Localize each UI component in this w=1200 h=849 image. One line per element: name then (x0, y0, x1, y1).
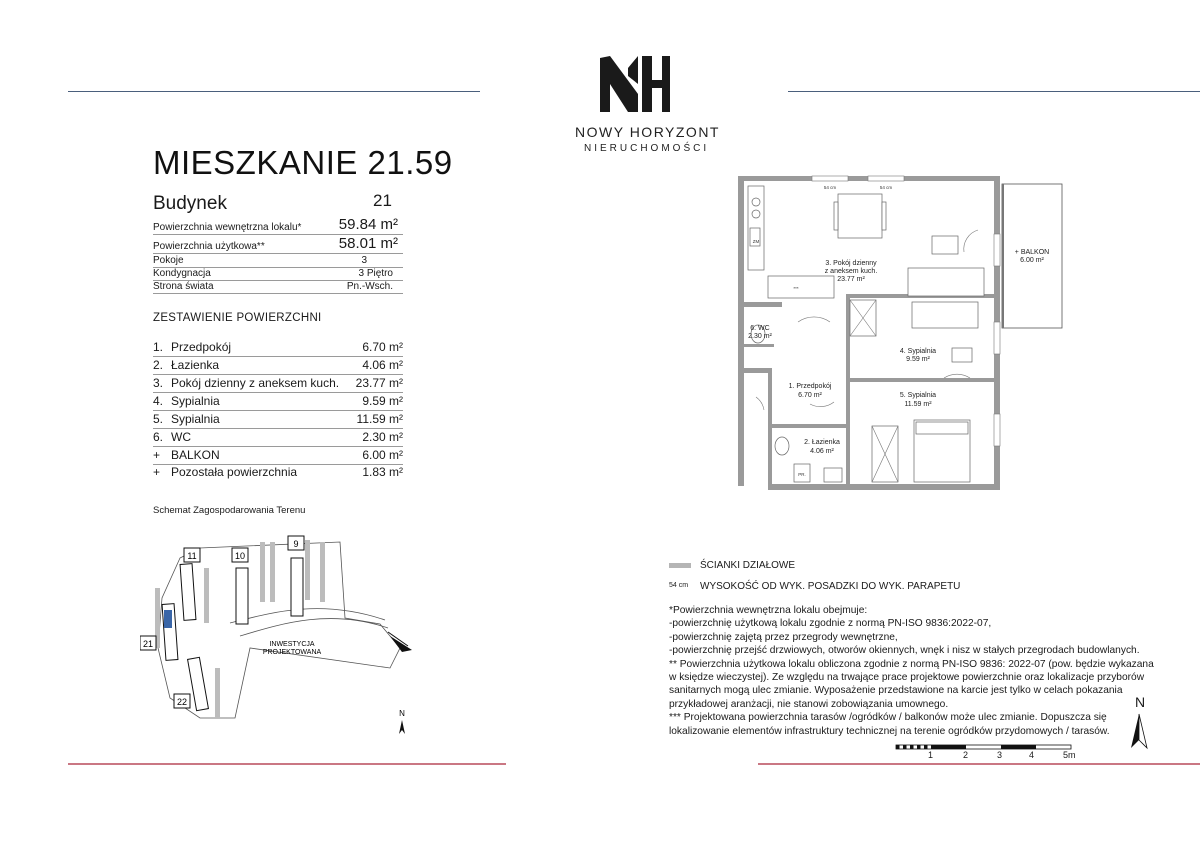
building-label: Budynek (153, 193, 227, 214)
north-label: N (1135, 694, 1146, 710)
scale-tick-1: 1 (928, 750, 934, 760)
info-row-internal-area (153, 216, 403, 235)
building-10: 10 (234, 551, 246, 561)
company-logo-mark (598, 54, 672, 114)
investment-label-1: INWESTYCJA (269, 641, 315, 648)
footnote-line: sanitarnych mogą ulec zmianie. Wyposażenie przedstawione na karcie jest tylko w celach pokazania (669, 685, 1123, 697)
wall-legend-label: ŚCIANKI DZIAŁOWE (700, 560, 796, 571)
building-11: 11 (187, 551, 197, 561)
room-area: 11.59 m² (356, 412, 403, 426)
room-number: 1. (153, 340, 164, 354)
investment-label-2: PROJEKTOWANA (262, 649, 322, 656)
company-name: NOWY HORYZONT (575, 124, 720, 140)
usable-area-value: 58.01 m² (338, 235, 398, 252)
room-area: 2.30 m² (362, 430, 403, 444)
room-area: 6.70 m² (362, 340, 403, 354)
footnote-line: -powierzchnię użytkową lokalu zgodnie z normą PN-ISO 9836:2022-07, (669, 618, 992, 630)
room-label-3c: 23.77 m² (837, 276, 865, 283)
footnote-line: ** Powierzchnia użytkowa lokalu obliczona zgodnie z normą PN-ISO 9836: 2022-07 (pow. będzie wykazana (669, 658, 1154, 670)
room-name: Sypialnia (171, 394, 220, 408)
company-subtitle: NIERUCHOMOŚCI (584, 143, 710, 154)
room-summary-row (153, 375, 403, 393)
room-label-balcony-b: 6.00 m² (1020, 257, 1044, 264)
rooms-label: Pokoje (153, 255, 184, 266)
room-number: + (153, 448, 161, 462)
top-rule-left (68, 91, 480, 92)
room-name: Łazienka (171, 358, 220, 372)
room-label-balcony-a: + BALKON (1014, 249, 1050, 256)
internal-area-label: Powierzchnia wewnętrzna lokalu* (153, 222, 302, 233)
room-summary-row (153, 393, 403, 411)
floor-label: Kondygnacja (153, 268, 211, 279)
room-name: Przedpokój (171, 340, 232, 354)
room-label-6a: 6. WC (750, 325, 770, 332)
site-plan (140, 528, 440, 740)
room-name: BALKON (171, 448, 220, 462)
room-name: Pozostała powierzchnia (171, 465, 298, 479)
room-number: 3. (153, 376, 164, 390)
usable-area-label: Powierzchnia użytkowa** (153, 241, 265, 252)
scale-tick-5: 5m (1063, 750, 1076, 760)
bottom-rule-right (758, 763, 1200, 765)
room-number: 2. (153, 358, 164, 372)
rooms-value: 3 (361, 255, 367, 266)
room-label-6b: 2.30 m² (748, 333, 772, 340)
sill-mark-2: 54 cm (879, 185, 893, 190)
room-number: 6. (153, 430, 164, 444)
building-value: 21 (373, 191, 392, 210)
room-label-4a: 4. Sypialnia (899, 348, 937, 355)
footnote-line: -powierzchnię przejść drzwiowych, otworów okiennych, wnęk i nisz w stałych przegrodach budowlanych. (669, 645, 1140, 657)
bottom-rule-left (68, 763, 506, 765)
scale-bar (892, 743, 1082, 763)
room-number: 5. (153, 412, 164, 426)
info-row-floor (153, 267, 403, 281)
building-21: 21 (142, 639, 154, 649)
wall-legend-swatch (669, 563, 691, 568)
scale-tick-3: 3 (997, 750, 1003, 760)
room-number: + (153, 465, 161, 479)
footnotes (669, 604, 1154, 738)
room-area: 6.00 m² (362, 448, 403, 462)
room-area: 1.83 m² (362, 465, 403, 479)
apartment-title: MIESZKANIE 21.59 (153, 144, 453, 181)
footnote-line: lokalizowanie elementów infrastruktury technicznej na terenie ogródków przydomowych / tarasów. (669, 725, 1110, 737)
room-label-3a: 3. Pokój dzienny (825, 260, 877, 267)
top-rule-right (788, 91, 1200, 92)
fixture-stars: *** (793, 286, 799, 291)
room-summary-row (153, 447, 403, 465)
room-label-4b: 9.59 m² (906, 356, 930, 363)
floor-value: 3 Piętro (358, 268, 393, 279)
room-label-5a: 5. Sypialnia (899, 392, 937, 399)
room-area: 9.59 m² (362, 394, 403, 408)
room-label-2b: 4.06 m² (810, 448, 834, 455)
site-north-label: N (399, 709, 405, 718)
fixture-pr: PR. (798, 472, 806, 477)
footnote-line: przykładowej aranżacji, nie stanowi zobowiązania umownego. (669, 698, 949, 710)
info-row-orientation (153, 280, 403, 294)
footnote-line: -powierzchnię zajętą przez przegrody wewnętrzne, (669, 631, 898, 643)
summary-title: ZESTAWIENIE POWIERZCHNI (153, 312, 322, 324)
sill-mark-1: 54 cm (823, 185, 837, 190)
floor-plan (738, 172, 1070, 494)
info-row-usable-area (153, 235, 403, 254)
room-summary-row (153, 411, 403, 429)
room-summary-row (153, 357, 403, 375)
room-label-3b: z aneksem kuch. (824, 268, 878, 275)
room-label-1a: 1. Przedpokój (788, 383, 832, 390)
site-plan-title: Schemat Zagospodarowania Terenu (153, 505, 306, 516)
building-22: 22 (176, 697, 188, 707)
room-label-1b: 6.70 m² (798, 392, 822, 399)
room-summary-row (153, 464, 403, 481)
sill-legend-mark: 54 cm (669, 582, 689, 589)
scale-tick-4: 4 (1029, 750, 1035, 760)
room-summary-row (153, 339, 403, 357)
room-summary-row (153, 429, 403, 447)
info-row-rooms (153, 254, 403, 268)
room-label-2a: 2. Łazienka (804, 439, 840, 446)
room-name: WC (171, 430, 191, 444)
room-area: 4.06 m² (362, 358, 403, 372)
north-arrow-icon (1127, 712, 1151, 752)
room-label-5b: 11.59 m² (904, 401, 932, 408)
orientation-label: Strona świata (153, 281, 214, 292)
footnote-line: *** Projektowana powierzchnia tarasów /ogródków / balkonów może ulec zmianie. Dopuszcza się (669, 712, 1107, 724)
room-name: Sypialnia (171, 412, 220, 426)
internal-area-value: 59.84 m² (338, 216, 398, 233)
building-9: 9 (293, 539, 299, 549)
orientation-value: Pn.-Wsch. (346, 281, 393, 292)
footnote-line: *Powierzchnia wewnętrzna lokalu obejmuje: (669, 605, 868, 616)
fixture-zm: ZM (752, 239, 760, 244)
footnote-line: w księdze wieczystej). Ze względu na trwające prace projektowe powierzchnie oraz lokalizacje przyborów (669, 672, 1145, 684)
sill-legend-label: WYSOKOŚĆ OD WYK. POSADZKI DO WYK. PARAPETU (700, 581, 961, 592)
room-area: 23.77 m² (355, 376, 403, 390)
room-name: Pokój dzienny z aneksem kuch. (171, 376, 340, 390)
scale-tick-2: 2 (963, 750, 969, 760)
room-number: 4. (153, 394, 164, 408)
